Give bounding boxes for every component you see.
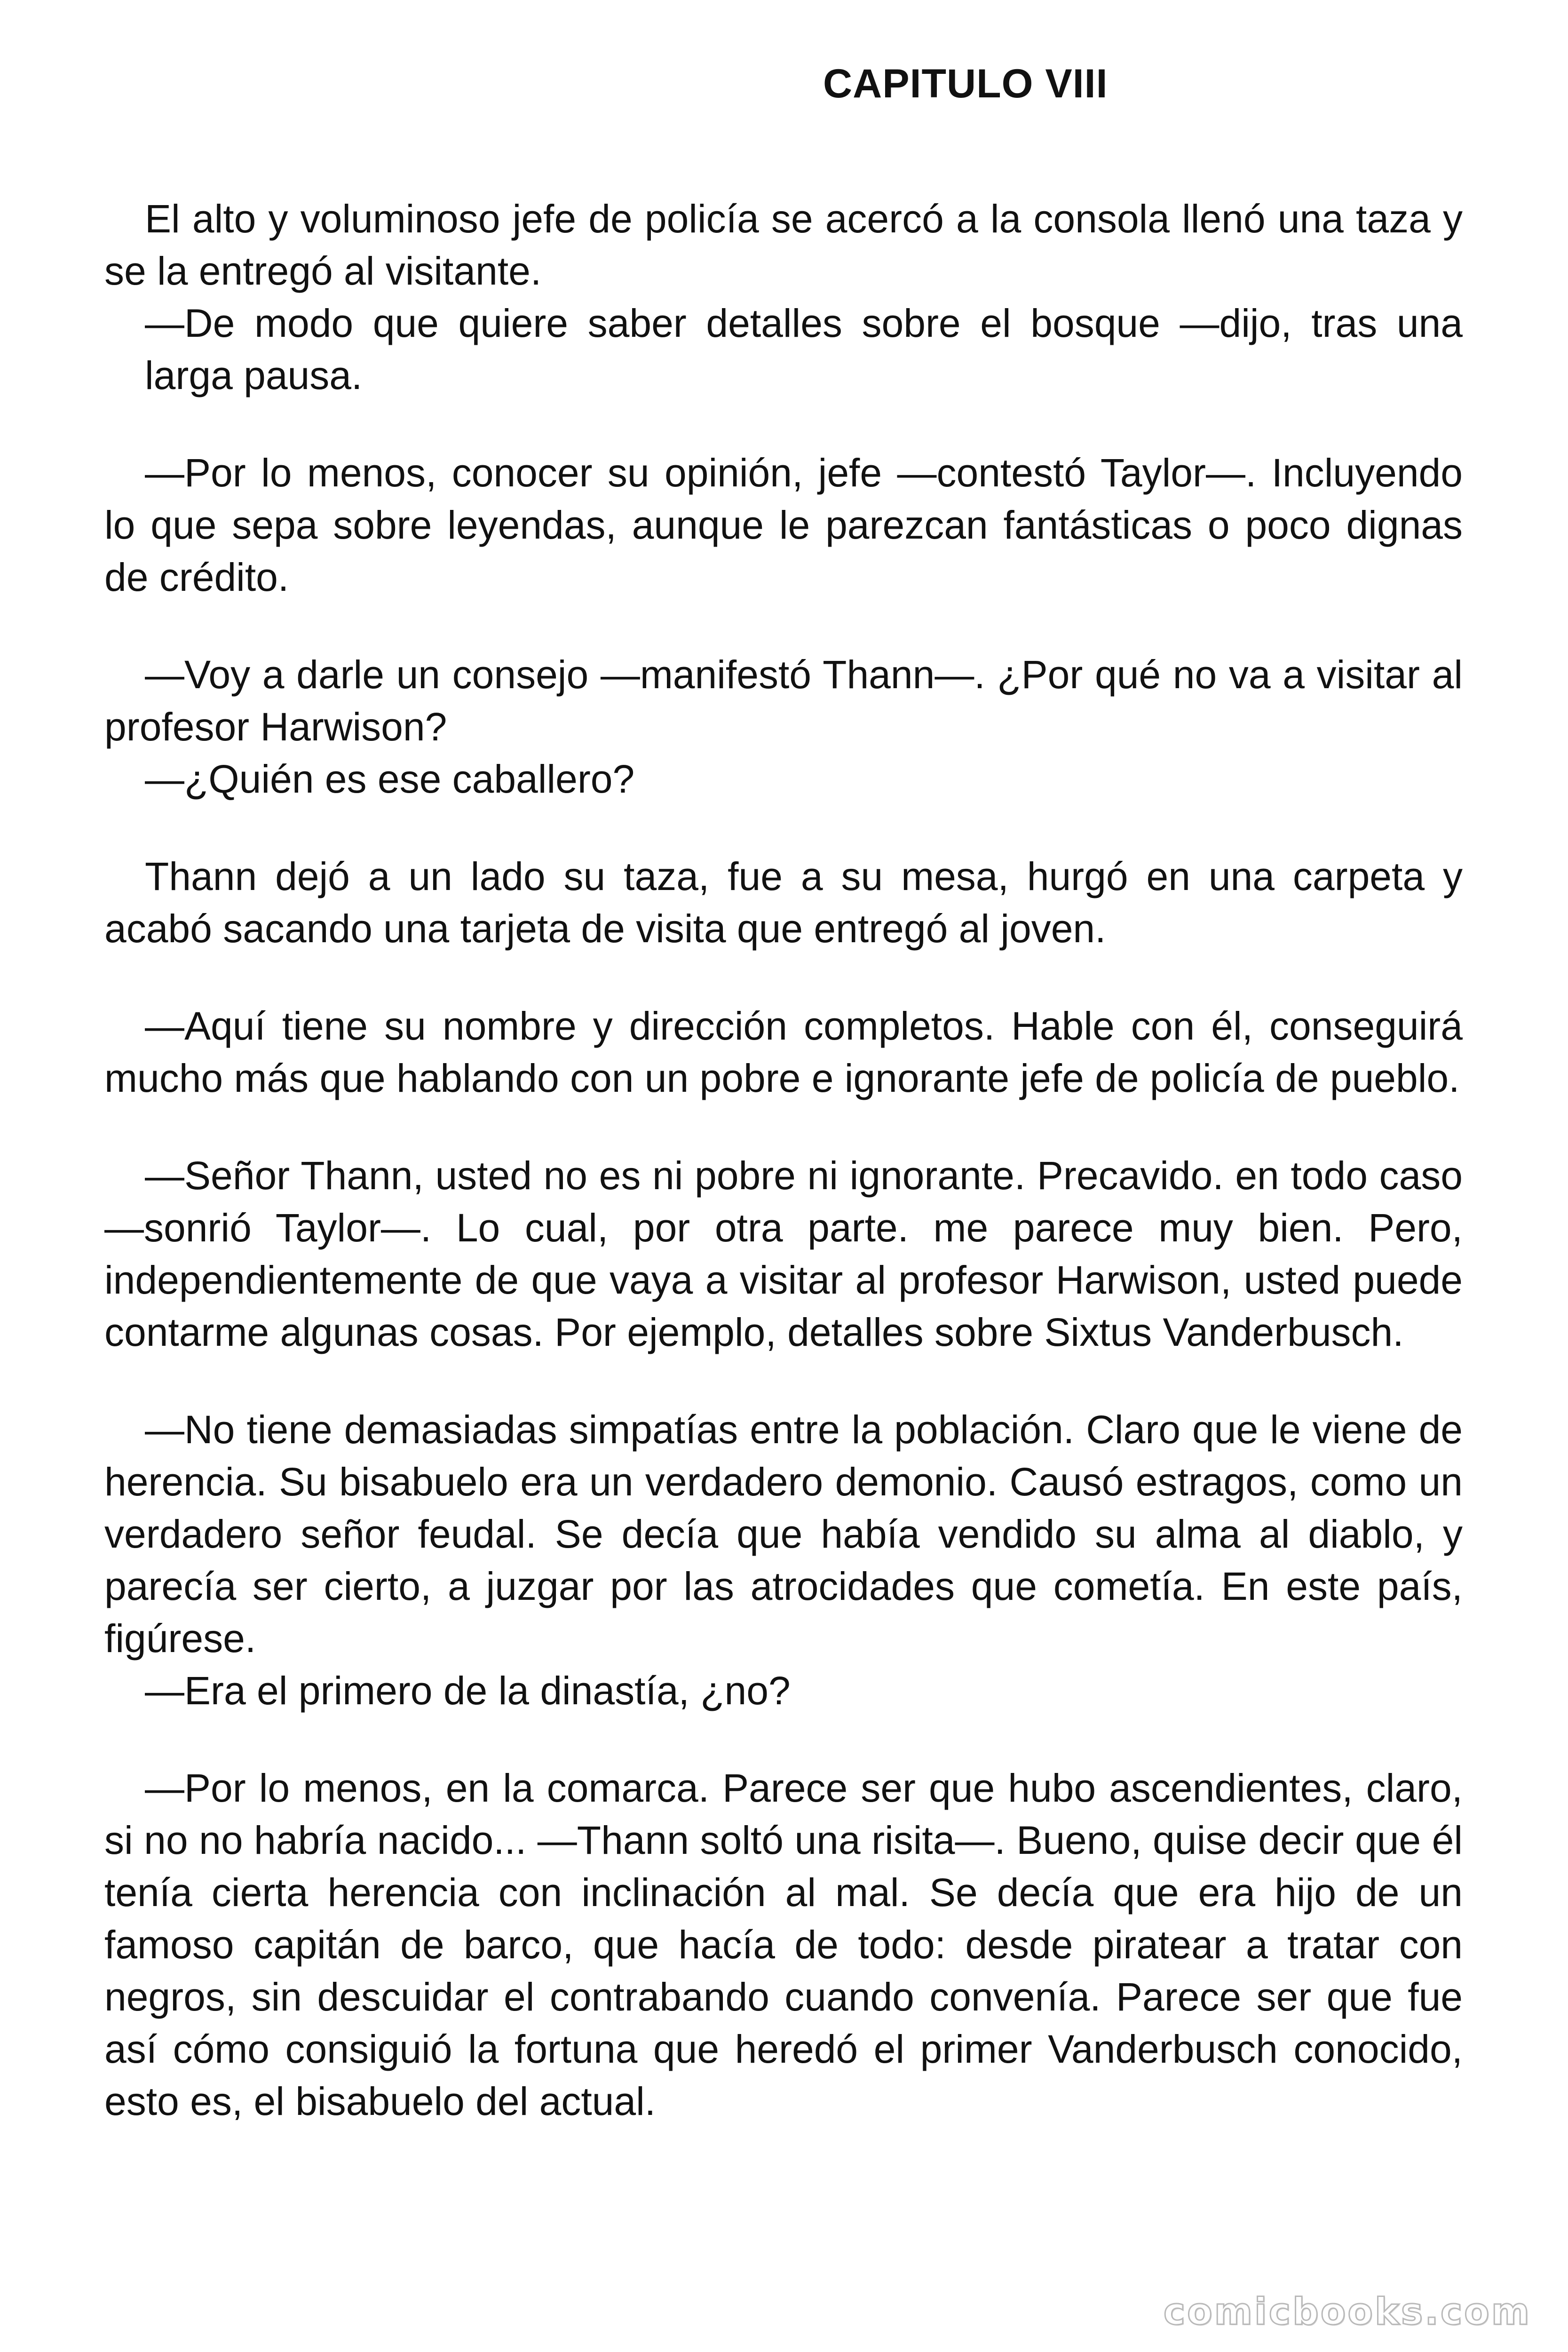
paragraph: —¿Quién es ese caballero? — [145, 757, 635, 801]
paragraph: —Por lo menos, conocer su opinión, jefe —contestó Taylor—. Incluyendo lo que sepa sobre leyendas, aunque le parezcan fantásticas o poco dignas de crédito. — [104, 451, 1463, 599]
chapter-title: CAPITULO VIII — [823, 61, 1108, 106]
paragraph: —Voy a darle un consejo —manifestó Thann—. ¿Por qué no va a visitar al profesor Harwison? — [104, 652, 1463, 749]
paragraph: —No tiene demasiadas simpatías entre la población. Claro que le viene de herencia. Su bisabuelo era un verdadero demonio. Causó estragos, como un verdadero señor feudal. Se decía que había vendido su alma al diablo, y parecía ser cierto, a juzgar por las atrocidades que cometía. En este país, figúrese. — [104, 1407, 1463, 1661]
paragraph: —Por lo menos, en la comarca. Parece ser que hubo ascendientes, claro, si no no habría nacido... —Thann soltó una risita—. Bueno, quise decir que él tenía cierta herencia con inclinación al mal. Se decía que era hijo de un famoso capitán de barco, que hacía de todo: desde piratear a tratar con negros, sin descuidar el contrabando cuando convenía. Parece ser que fue así cómo consiguió la fortuna que heredó el primer Vanderbusch conocido, esto es, el bisabuelo del actual. — [104, 1766, 1463, 2123]
paragraph: El alto y voluminoso jefe de policía se acercó a la consola llenó una taza y se la entregó al visitante. — [104, 197, 1463, 293]
chapter-body — [104, 193, 1463, 2128]
paragraph: —Señor Thann, usted no es ni pobre ni ignorante. Precavido. en todo caso —sonrió Taylor—. Lo cual, por otra parte. me parece muy bien. Pero, independientemente de que vaya a visitar al profesor Harwison, usted puede contarme algunas cosas. Por ejemplo, detalles sobre Sixtus Vanderbusch. — [104, 1153, 1463, 1354]
paragraph: Thann dejó a un lado su taza, fue a su mesa, hurgó en una carpeta y acabó sacando una tarjeta de visita que entregó al joven. — [104, 854, 1463, 951]
paragraph: —Aquí tiene su nombre y dirección completos. Hable con él, conseguirá mucho más que hablando con un pobre e ignorante jefe de policía de pueblo. — [104, 1004, 1463, 1100]
watermark-logo: comicbooks.com — [1163, 2291, 1531, 2333]
paragraph: —De modo que quiere saber detalles sobre el bosque —dijo, tras una larga pausa. — [145, 301, 1463, 397]
paragraph: —Era el primero de la dinastía, ¿no? — [145, 1669, 791, 1713]
